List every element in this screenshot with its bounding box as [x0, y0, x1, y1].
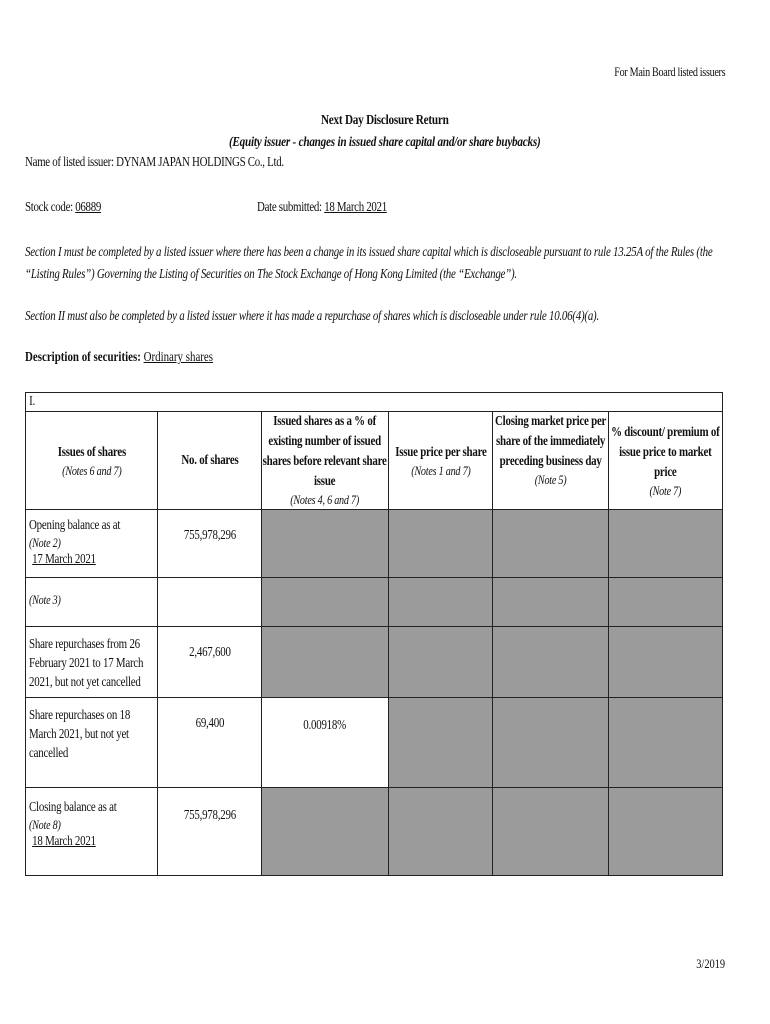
securities-description	[25, 350, 213, 366]
shaded-cell	[493, 627, 609, 698]
header-title: No. of shares	[180, 452, 239, 468]
securities-description-value: Ordinary shares	[143, 350, 214, 365]
shaded-cell	[389, 627, 493, 698]
row-label-cell	[26, 788, 158, 876]
stock-code-value: 06889	[75, 200, 102, 215]
row-label: Closing balance as at	[29, 800, 117, 815]
shares-cell	[158, 578, 262, 627]
date-submitted-label: Date submitted:	[257, 200, 325, 215]
section-2-instructions: Section II must also be completed by a listed issuer where it has made a repurchase of shares which is discloseable under rule 10.06(4)(a).	[25, 309, 599, 324]
row-label-cell	[26, 627, 158, 698]
header-closing-price	[493, 412, 609, 510]
shares-value: 755,978,296	[183, 528, 236, 543]
shaded-cell	[609, 698, 723, 788]
row-label: Share repurchases on 18 March 2021, but not yet cancelled	[29, 708, 131, 761]
shaded-cell	[609, 578, 723, 627]
header-no-of-shares	[158, 412, 262, 510]
securities-description-label: Description of securities:	[25, 350, 141, 365]
header-issued-pct	[262, 412, 389, 510]
date-submitted-line	[257, 200, 387, 216]
section-label: I.	[29, 394, 36, 409]
header-issue-price	[389, 412, 493, 510]
shaded-cell	[389, 698, 493, 788]
stock-code-label: Stock code:	[25, 200, 76, 215]
issuer-name-value: DYNAM JAPAN HOLDINGS Co., Ltd.	[116, 155, 284, 170]
table-row	[26, 698, 723, 788]
header-title: Issue price per share	[394, 444, 487, 460]
table-row	[26, 627, 723, 698]
section-1-instructions: Section I must be completed by a listed issuer where there has been a change in its issued share capital which is discloseable pursuant to rule 13.25A of the Rules (the “Listing Rules”) Governing the Listing of Securities on The Stock Exchange of Hong Kong Limited (the “Exchange”).	[25, 245, 713, 282]
header-note: (Note 5)	[534, 472, 567, 487]
shares-cell	[158, 510, 262, 578]
row-note: (Note 2)	[29, 535, 61, 550]
row-date: 18 March 2021	[32, 834, 96, 849]
shaded-cell	[609, 788, 723, 876]
header-title: % discount/ premium of issue price to market price	[611, 424, 720, 480]
issuer-name-line	[25, 155, 284, 171]
pct-value: 0.00918%	[303, 718, 347, 733]
header-title: Issues of shares	[57, 444, 126, 460]
shares-cell	[158, 788, 262, 876]
form-type-note: For Main Board listed issuers	[614, 64, 725, 79]
document-title: Next Day Disclosure Return	[321, 113, 449, 128]
shaded-cell	[493, 578, 609, 627]
stock-code-line	[25, 200, 101, 216]
shares-value: 2,467,600	[188, 645, 231, 660]
row-label-cell	[26, 510, 158, 578]
pct-cell	[262, 698, 389, 788]
shaded-cell	[609, 510, 723, 578]
header-issues-of-shares	[26, 412, 158, 510]
document-subtitle: (Equity issuer - changes in issued share capital and/or share buybacks)	[229, 135, 541, 150]
shaded-cell	[262, 578, 389, 627]
shaded-cell	[493, 788, 609, 876]
shaded-cell	[389, 788, 493, 876]
header-note: (Note 7)	[649, 482, 682, 498]
issuer-name-label: Name of listed issuer:	[25, 155, 117, 170]
shaded-cell	[609, 627, 723, 698]
section-label-cell	[26, 393, 723, 412]
table-row	[26, 788, 723, 876]
shaded-cell	[262, 510, 389, 578]
row-label-cell	[26, 578, 158, 627]
shaded-cell	[389, 578, 493, 627]
row-label-cell	[26, 698, 158, 788]
shaded-cell	[389, 510, 493, 578]
header-discount-premium	[609, 412, 723, 510]
table-row	[26, 578, 723, 627]
row-label: Opening balance as at	[29, 518, 121, 533]
shares-cell	[158, 627, 262, 698]
form-version: 3/2019	[696, 956, 725, 971]
row-note: (Note 3)	[29, 592, 61, 607]
shaded-cell	[493, 698, 609, 788]
date-submitted-value: 18 March 2021	[324, 200, 387, 215]
shares-value: 69,400	[195, 716, 224, 731]
shaded-cell	[493, 510, 609, 578]
header-title: Issued shares as a % of existing number of issued shares before relevant share issue	[263, 414, 387, 489]
table-row	[26, 510, 723, 578]
header-note: (Notes 4, 6 and 7)	[290, 492, 360, 507]
shaded-cell	[262, 788, 389, 876]
shares-value: 755,978,296	[183, 808, 236, 823]
header-note: (Notes 1 and 7)	[410, 462, 471, 478]
row-label: Share repurchases from 26 February 2021 to 17 March 2021, but not yet cancelled	[29, 637, 144, 690]
row-note: (Note 8)	[29, 817, 61, 832]
header-title: Closing market price per share of the immediately preceding business day	[494, 414, 607, 469]
shares-cell	[158, 698, 262, 788]
shaded-cell	[262, 627, 389, 698]
header-note: (Notes 6 and 7)	[61, 462, 122, 478]
share-changes-table	[25, 392, 723, 876]
row-date: 17 March 2021	[32, 552, 96, 567]
